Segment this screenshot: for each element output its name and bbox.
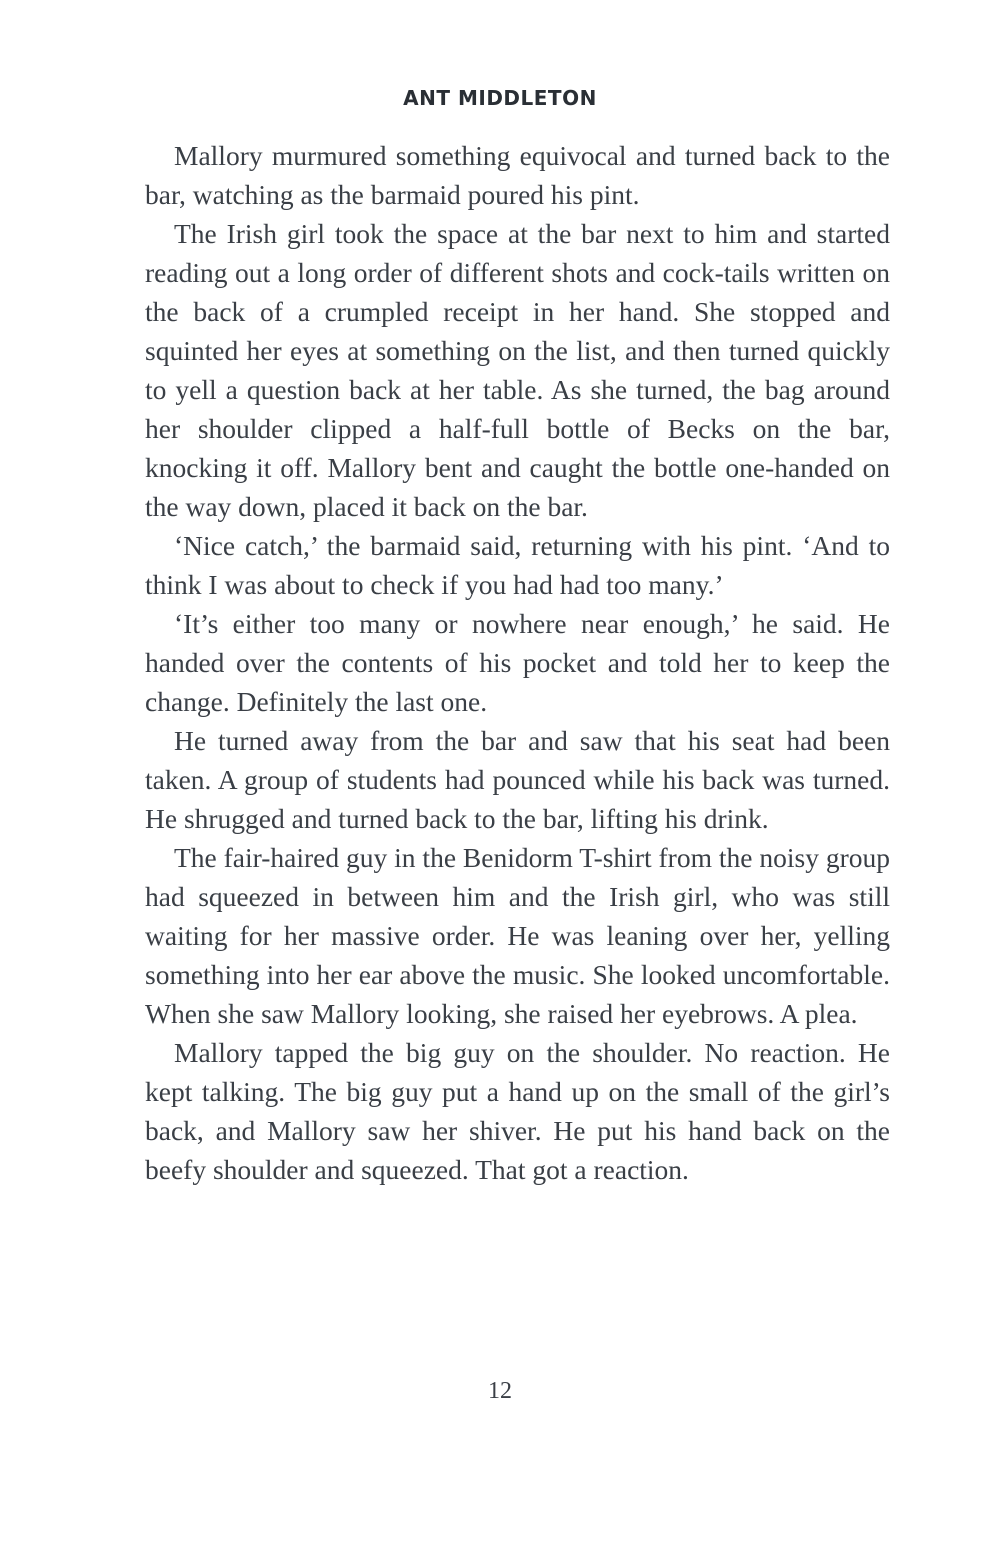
body-text [145, 136, 890, 1189]
running-head: ANT MIDDLETON [403, 86, 597, 110]
paragraph: The fair-haired guy in the Benidorm T-shirt from the noisy group had squeezed in between him and the Irish girl, who was still waiting for her massive order. He was leaning over her, yelling something into her ear above the music. She looked uncomfortable. When she saw Mallory looking, she raised her eyebrows. A plea. [145, 842, 890, 1029]
page-number: 12 [488, 1378, 512, 1404]
paragraph: Mallory tapped the big guy on the shoulder. No reaction. He kept talking. The big guy put a hand up on the small of the girl’s back, and Mallory saw her shiver. He put his hand back on the beefy shoulder and squeezed. That got a reaction. [145, 1037, 890, 1185]
paragraph: Mallory murmured something equivocal and turned back to the bar, watching as the barmaid poured his pint. [145, 140, 890, 210]
paragraph: ‘Nice catch,’ the barmaid said, returning with his pint. ‘And to think I was about to check if you had had too many.’ [145, 530, 890, 600]
paragraph: The Irish girl took the space at the bar next to him and started reading out a long order of different shots and cock-tails written on the back of a crumpled receipt in her hand. She stopped and squinted her eyes at something on the list, and then turned quickly to yell a question back at her table. As she turned, the bag around her shoulder clipped a half-full bottle of Becks on the bar, knocking it off. Mallory bent and caught the bottle one-handed on the way down, placed it back on the bar. [145, 218, 890, 522]
paragraph: ‘It’s either too many or nowhere near enough,’ he said. He handed over the contents of his pocket and told her to keep the change. Definitely the last one. [145, 608, 890, 717]
paragraph: He turned away from the bar and saw that his seat had been taken. A group of students had pounced while his back was turned. He shrugged and turned back to the bar, lifting his drink. [145, 725, 890, 834]
